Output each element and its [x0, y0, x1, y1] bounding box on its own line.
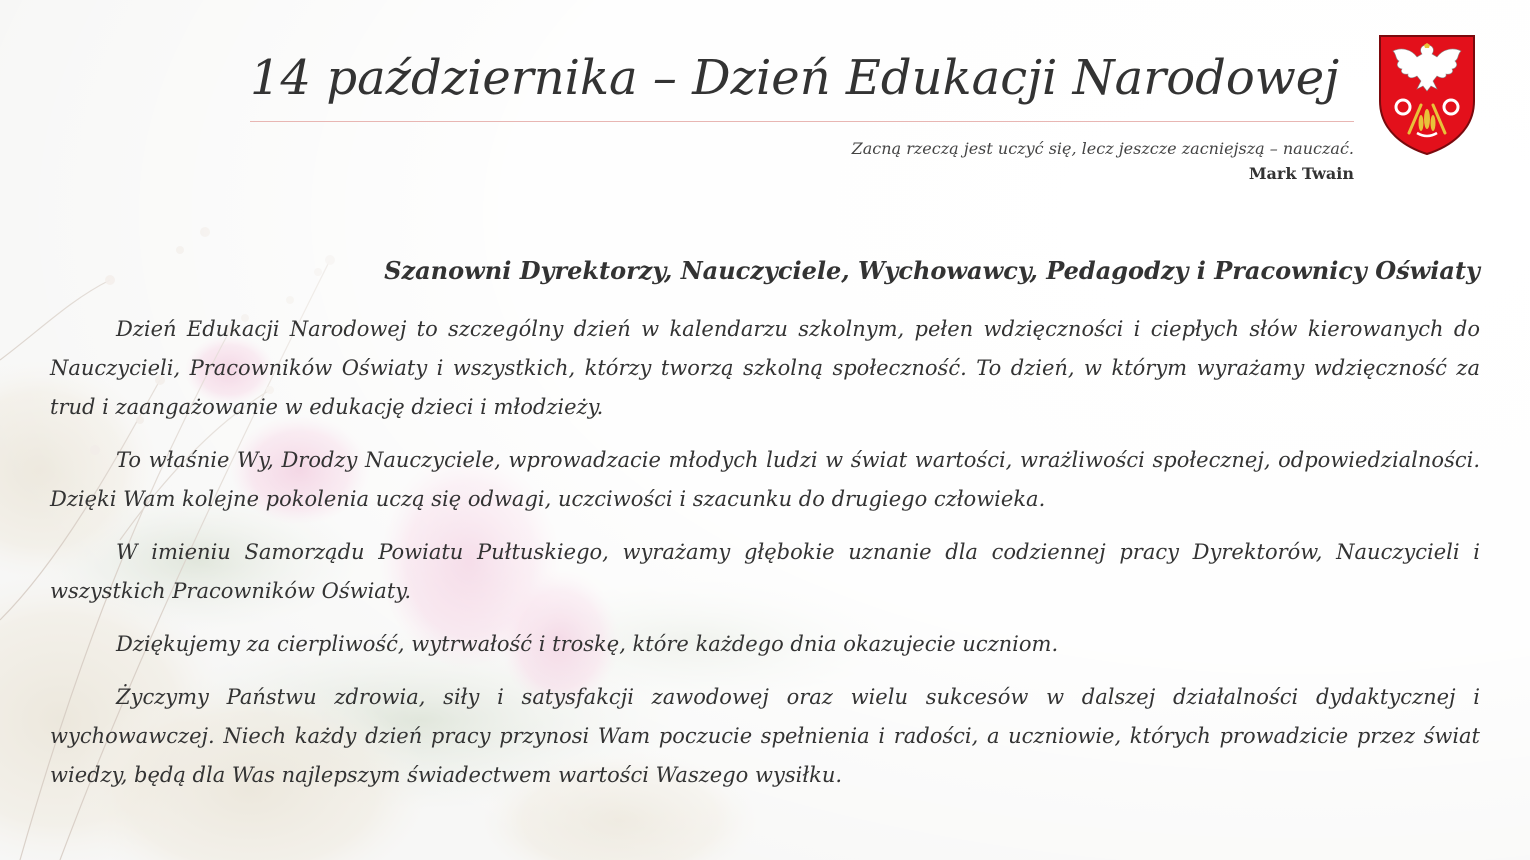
letter-paragraph-4: Dziękujemy za cierpliwość, wytrwałość i troskę, które każdego dnia okazujecie uczniom. [116, 632, 1059, 656]
coat-of-arms-icon [1377, 33, 1477, 157]
quote-author: Mark Twain [1248, 164, 1354, 183]
letter-salutation: Szanowni Dyrektorzy, Nauczyciele, Wychowawcy, Pedagodzy i Pracownicy Oświaty [384, 256, 1480, 285]
motto-quote: Zacną rzeczą jest uczyć się, lecz jeszcze zacniejszą – nauczać. [851, 139, 1354, 158]
letter-paragraph-2: To właśnie Wy, Drodzy Nauczyciele, wprowadzacie młodych ludzi w świat wartości, wrażliwości społecznej, odpowiedzialności. Dzięki Wam kolejne pokolenia uczą się odwagi, uczciwości i szacunku do drugiego człowieka. [50, 448, 1480, 511]
page-title: 14 października – Dzień Edukacji Narodowej [250, 50, 1340, 106]
title-divider [250, 121, 1354, 122]
letter-body [50, 252, 1480, 809]
letter-paragraph-1: Dzień Edukacji Narodowej to szczególny dzień w kalendarzu szkolnym, pełen wdzięczności i ciepłych słów kierowanych do Nauczycieli, Pracowników Oświaty i wszystkich, którzy tworzą szkolną społeczność. To dzień, w którym wyrażamy wdzięczność za trud i zaangażowanie w edukację dzieci i młodzieży. [50, 317, 1480, 419]
letter-paragraph-5: Życzymy Państwu zdrowia, siły i satysfakcji zawodowej oraz wielu sukcesów w dalszej działalności dydaktycznej i wychowawczej. Niech każdy dzień pracy przynosi Wam poczucie spełnienia i radości, a uczniowie, których prowadzicie przez świat wiedzy, będą dla Was najlepszym świadectwem wartości Waszego wysiłku. [50, 685, 1480, 787]
letter-paragraph-3: W imieniu Samorządu Powiatu Pułtuskiego, wyrażamy głębokie uznanie dla codziennej pracy Dyrektorów, Nauczycieli i wszystkich Pracowników Oświaty. [50, 540, 1480, 603]
